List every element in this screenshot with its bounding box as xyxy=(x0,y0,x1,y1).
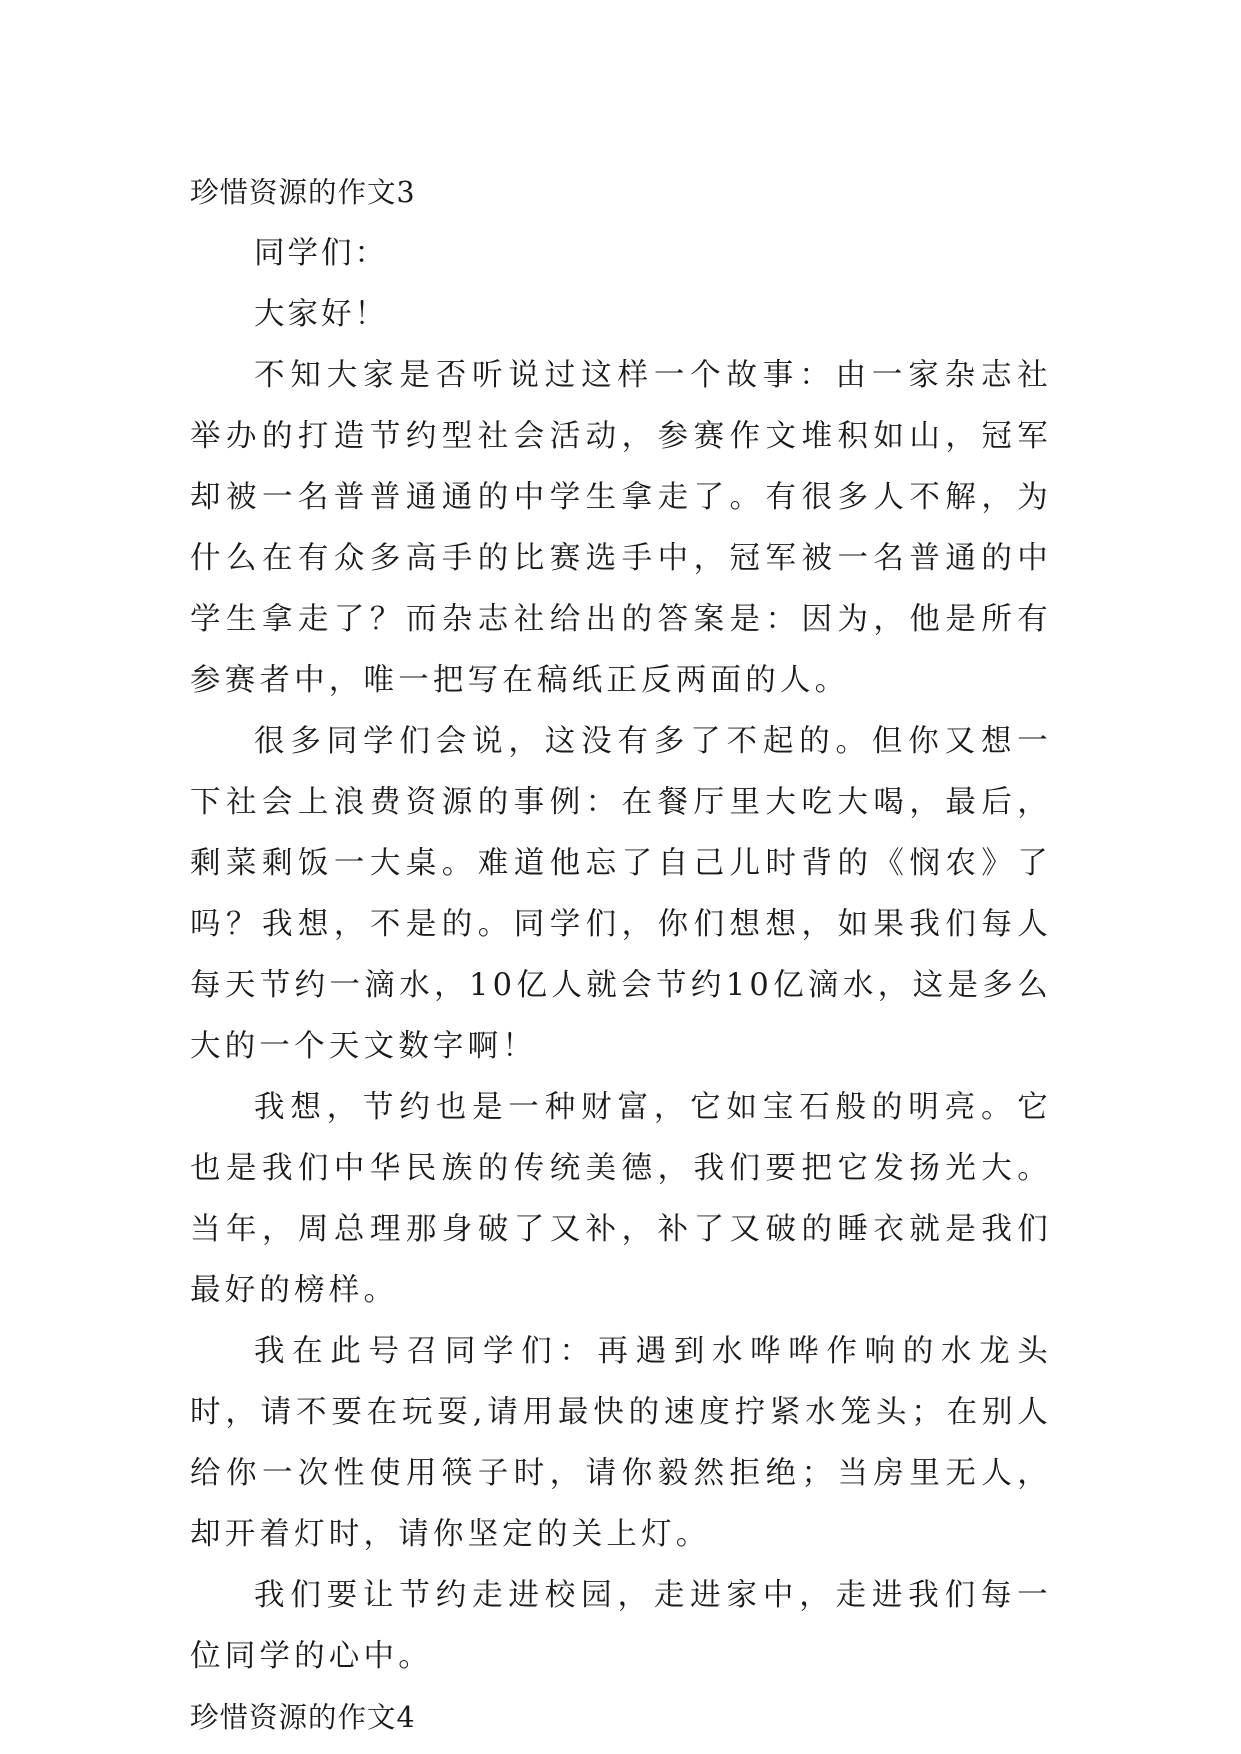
hello-paragraph: 大家好！ xyxy=(254,297,388,332)
document-body xyxy=(190,162,1052,1748)
waste-paragraph: 很多同学们会说，这没有多了不起的。但你又想一下社会上浪费资源的事例：在餐厅里大吃大喝，最后，剩菜剩饭一大桌。难道他忘了自己儿时背的《悯农》了吗？我想，不是的。同学们，你们想想，如果我们每人每天节约一滴水，10亿人就会节约10亿滴水，这是多么大的一个天文数字啊！ xyxy=(190,724,1052,1064)
closing-paragraph: 我们要让节约走进校园，走进家中，走进我们每一位同学的心中。 xyxy=(190,1578,1052,1674)
story-paragraph: 不知大家是否听说过这样一个故事：由一家杂志社举办的打造节约型社会活动，参赛作文堆积如山，冠军却被一名普普通通的中学生拿走了。有很多人不解，为什么在有众多高手的比赛选手中，冠军被一名普通的中学生拿走了？而杂志社给出的答案是：因为，他是所有参赛者中，唯一把写在稿纸正反两面的人。 xyxy=(190,358,1052,698)
essay-3-heading: 珍惜资源的作文3 xyxy=(190,176,416,209)
virtue-paragraph: 我想，节约也是一种财富，它如宝石般的明亮。它也是我们中华民族的传统美德，我们要把它发扬光大。当年，周总理那身破了又补，补了又破的睡衣就是我们最好的榜样。 xyxy=(190,1090,1052,1308)
essay-4-heading: 珍惜资源的作文4 xyxy=(190,1701,416,1734)
greeting-paragraph: 同学们： xyxy=(254,236,388,271)
call-to-action-paragraph: 我在此号召同学们：再遇到水哗哗作响的水龙头时，请不要在玩耍,请用最快的速度拧紧水笼头；在别人给你一次性使用筷子时，请你毅然拒绝；当房里无人，却开着灯时，请你坚定的关上灯。 xyxy=(190,1334,1052,1552)
